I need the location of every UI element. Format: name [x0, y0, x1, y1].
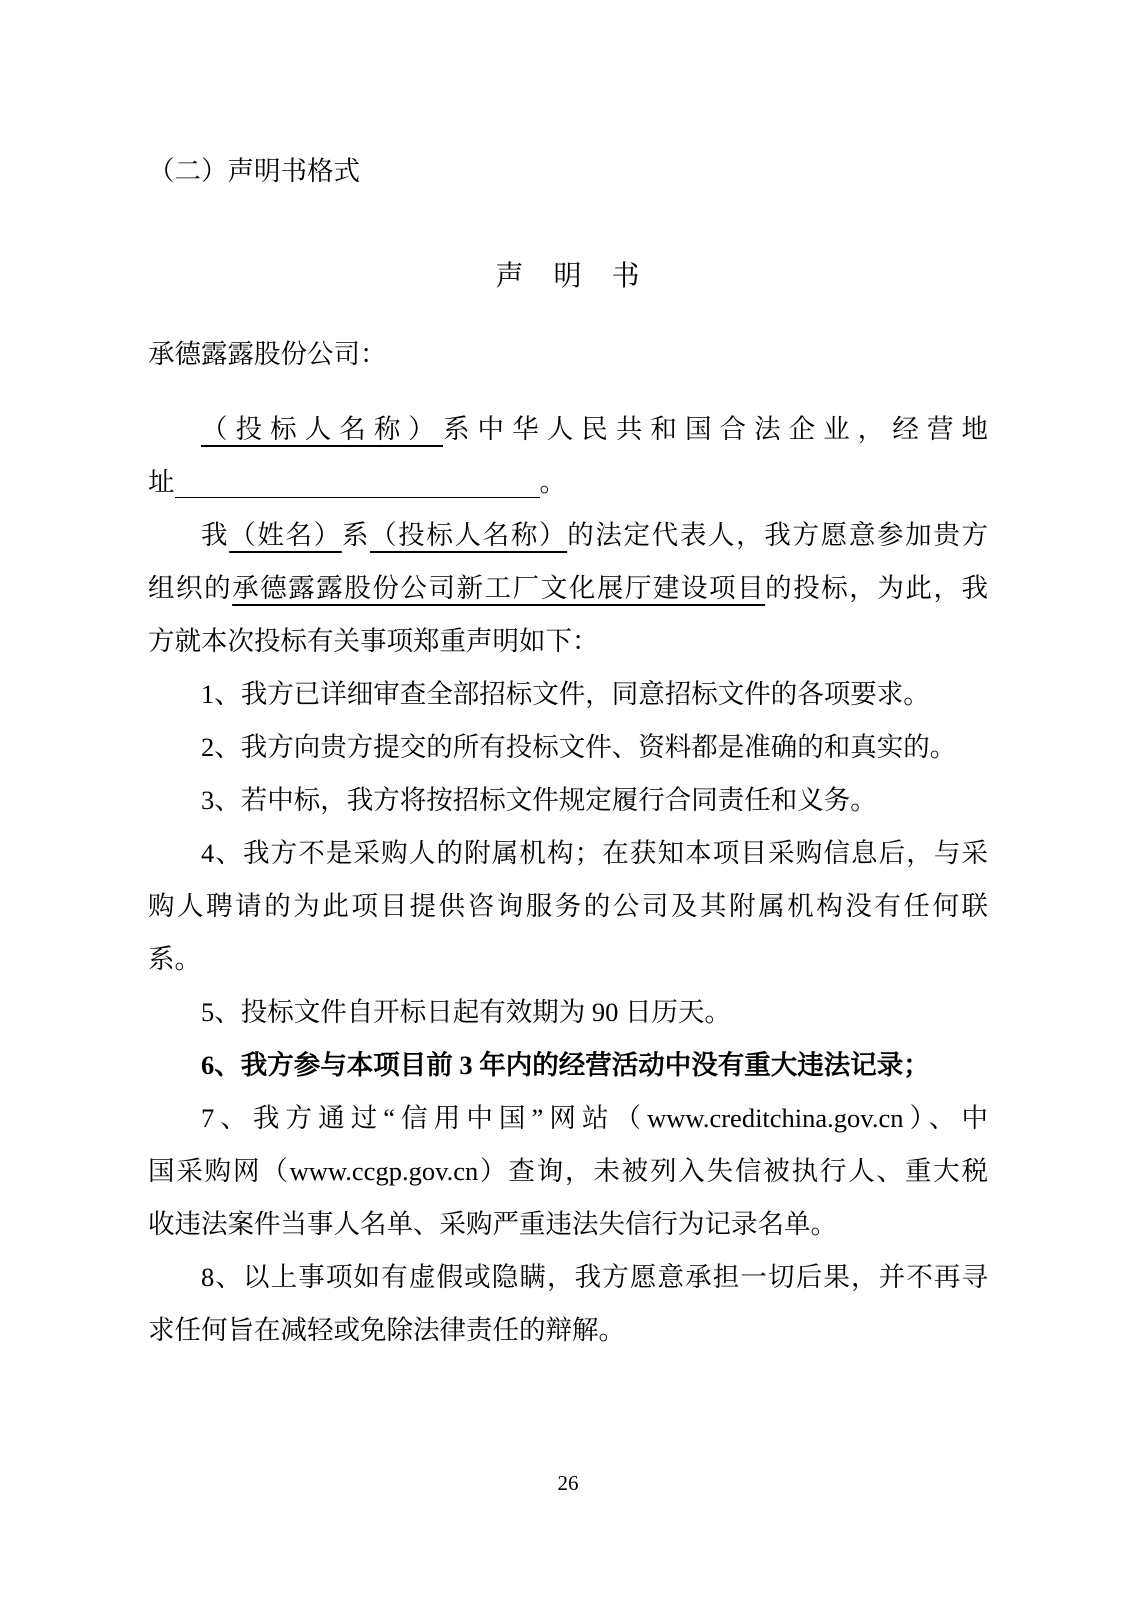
- text-segment: 求任何旨在减轻或免除法律责任的辩解。: [148, 1315, 625, 1345]
- document-title: 声 明 书: [495, 261, 641, 292]
- text-line: [148, 668, 988, 721]
- text-line: [148, 562, 988, 615]
- text-line: [148, 986, 988, 1039]
- text-segment: 5、投标文件自开标日起有效期为 90 日历天。: [201, 997, 731, 1027]
- text-segment: 系: [341, 520, 371, 550]
- text-segment: 我: [201, 520, 230, 550]
- paragraph-item-5: [148, 986, 988, 1039]
- text-segment: 2、我方向贵方提交的所有投标文件、资料都是准确的和真实的。: [201, 732, 957, 762]
- paragraph-item-6: [148, 1039, 988, 1092]
- text-segment: 6、我方参与本项目前 3 年内的经营活动中没有重大违法记录；: [201, 1050, 930, 1080]
- paragraph-item-7: [148, 1092, 988, 1251]
- text-line: [148, 615, 988, 668]
- page-number: 26: [557, 1471, 579, 1495]
- paragraph-representative: [148, 509, 988, 668]
- text-segment: 址: [148, 467, 175, 497]
- text-segment: 组织的: [148, 573, 233, 603]
- underlined-text: （投标人名称）: [201, 414, 443, 444]
- text-segment: 1、我方已详细审查全部招标文件，同意招标文件的各项要求。: [201, 679, 930, 709]
- text-line: [148, 880, 988, 933]
- paragraph-item-1: [148, 668, 988, 721]
- paragraph-intro: [148, 403, 988, 509]
- text-line: [148, 1039, 988, 1092]
- text-segment: 3、若中标，我方将按招标文件规定履行合同责任和义务。: [201, 785, 877, 815]
- text-line: [148, 1092, 988, 1145]
- paragraph-item-2: [148, 721, 988, 774]
- text-line: [148, 1145, 988, 1198]
- text-segment: 方就本次投标有关事项郑重声明如下：: [148, 626, 599, 656]
- paragraph-item-8: [148, 1251, 988, 1357]
- text-segment: 7、我方通过“信用中国”网站（www.creditchina.gov.cn）、中: [201, 1103, 988, 1133]
- paragraph-item-3: [148, 774, 988, 827]
- text-segment: 国采购网（www.ccgp.gov.cn）查询，未被列入失信被执行人、重大税: [148, 1156, 988, 1186]
- text-segment: 8、以上事项如有虚假或隐瞒，我方愿意承担一切后果，并不再寻: [201, 1262, 988, 1292]
- text-line: [148, 721, 988, 774]
- paragraph-item-4: [148, 827, 988, 986]
- text-segment: 系。: [148, 944, 201, 974]
- text-line: [148, 1251, 988, 1304]
- text-line: [148, 933, 988, 986]
- text-segment: 的法定代表人，我方愿意参加贵方: [567, 520, 989, 550]
- text-line: [148, 1198, 988, 1251]
- salutation: 承德露露股份公司：: [148, 339, 387, 369]
- text-line: [148, 403, 988, 456]
- text-segment: 收违法案件当事人名单、采购严重违法失信行为记录名单。: [148, 1209, 837, 1239]
- text-line: [148, 1304, 988, 1357]
- blank-fill-field: [175, 462, 540, 498]
- text-segment: 。: [539, 467, 566, 497]
- text-segment: 4、我方不是采购人的附属机构；在获知本项目采购信息后，与采: [201, 838, 988, 868]
- text-line: [148, 509, 988, 562]
- text-line: [148, 827, 988, 880]
- text-line: [148, 456, 988, 509]
- text-segment: 购人聘请的为此项目提供咨询服务的公司及其附属机构没有任何联: [148, 891, 988, 921]
- underlined-text: （姓名）: [229, 520, 342, 550]
- underlined-text: 承德露露股份公司新工厂文化展厅建设项目: [232, 573, 766, 603]
- underlined-text: （投标人名称）: [370, 520, 568, 550]
- text-segment: 的投标，为此，我: [765, 573, 989, 603]
- text-line: [148, 774, 988, 827]
- text-segment: 系中华人民共和国合法企业，经营地: [442, 414, 989, 444]
- document-body: [148, 403, 988, 1357]
- section-heading: （二）声明书格式: [148, 156, 360, 186]
